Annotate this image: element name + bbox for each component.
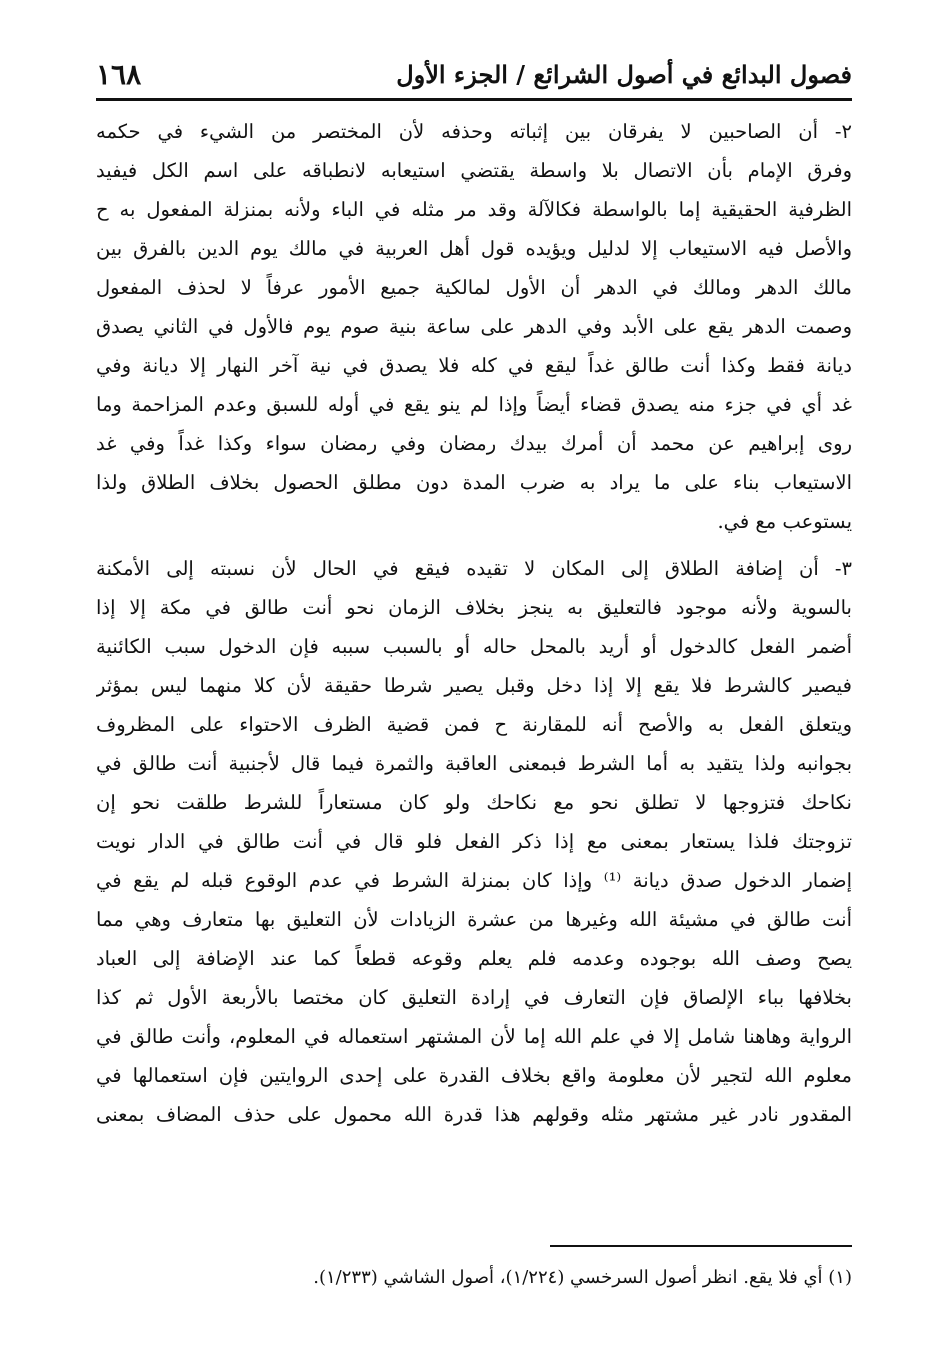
footnote: (١) أي فلا يقع. انظر أصول السرخسي (١/٢٢٤)، أصول الشاشي (١/٢٣٣). [313, 1267, 852, 1288]
text-line: تزوجتك فلذا يستعار بمعنى مع إذا ذكر الفعل فلو قال في أنت طالق في الدار نويت [96, 830, 852, 853]
paragraph-gap [96, 541, 852, 549]
text-line: يستوعب مع في. [717, 510, 852, 533]
text-line: ديانة فقط وكذا أنت طالق غداً ليقع في كله فلا يصدق في نية آخر النهار إلا ديانة وفي [96, 354, 852, 377]
text-line: الرواية وهاهنا شامل إلا في علم الله إما لأن المشتهر استعماله في المعلوم، وأنت طالق في [96, 1025, 852, 1048]
text-line: بجوانبه ولذا يتقيد به أما الشرط فبمعنى العاقبة والثمرة فيما قال لأجنبية أنت طالق في [96, 752, 852, 775]
text-line: والأصل فيه الاستيعاب إلا لدليل ويؤيده قول أهل العربية في مالك يوم الدين بالفرق بين [96, 237, 852, 260]
footnote-separator [550, 1245, 852, 1247]
paragraph-2 [96, 112, 852, 541]
text-line: الظرفية الحقيقية إما بالواسطة فكالآلة وقد مر مثله في الباء ولأنه بمنزلة المفعول به ح [96, 198, 852, 221]
page-number: ١٦٨ [96, 57, 142, 91]
text-line: يصح وصف الله بوجوده وعدمه فلم يعلم وقوعه قطعاً كما عند الإضافة إلى العباد [96, 947, 852, 970]
text-line: أنت طالق في مشيئة الله وغيرها من عشرة الزيادات لأن التعليق بها متعارف وهي مما [96, 908, 852, 931]
header-rule [96, 98, 852, 101]
page-header [96, 52, 852, 96]
text-line: بالسوية ولأنه موجود فالتعليق به ينجز بخلاف الزمان نحو أنت طالق في مكة إلا إذا [96, 596, 852, 619]
text-line: أضمر الفعل كالدخول أو أريد بالمحل حاله أو بالسبب سببه فإن الدخول سبب الكائنية [96, 635, 852, 658]
text-line: ٢- أن الصاحبين لا يفرقان بين إثباته وحذفه لأن المختصر من الشيء في حكمه [96, 120, 852, 143]
text-line: ٣- أن إضافة الطلاق إلى المكان لا تقيده فيقع في الحال لأن نسبته إلى الأمكنة [96, 557, 852, 580]
paragraph-3 [96, 549, 852, 1134]
text-line: وفرق الإمام بأن الاتصال بلا واسطة يقتضي استيعابه لانطباقه على اسم الكل فيفيد [96, 159, 852, 182]
text-line: إضمار الدخول صدق ديانة ⁽¹⁾ وإذا كان بمنزلة الشرط في عدم الوقوع قبله لم يقع في [96, 869, 852, 892]
text-line: وصمت الدهر يقع على الأبد وفي الدهر على ساعة بنية صوم يوم فالأول في الثاني يصدق [96, 315, 852, 338]
text-line: المقدور نادر غير مشتهر مثله وقولهم هذا قدرة الله محمول على حذف المضاف بمعنى [96, 1103, 852, 1126]
text-line: غد أي في جزء منه يصدق قضاء أيضاً وإذا لم ينو يقع في أوله للسبق وعدم المزاحمة وما [96, 393, 852, 416]
text-line: معلوم الله لتجير لأن معلومة واقع بخلاف القدرة على إحدى الروايتين فإن استعمالها في [96, 1064, 852, 1087]
text-line: روى إبراهيم عن محمد أن أمرك بيدك رمضان وفي رمضان سواء وكذا غداً وفي غد [96, 432, 852, 455]
text-line: ويتعلق الفعل به والأصح أنه للمقارنة ح فمن قضية الظرف الاحتواء على المظروف [96, 713, 852, 736]
text-line: فيصير كالشرط فلا يقع إلا إذا دخل وقبل يصير شرطا حقيقة لأن كلا منهما ليس بمؤثر [96, 674, 852, 697]
text-line: الاستيعاب بناء على ما يراد به ضرب المدة دون مطلق الحصول بخلاف الطلاق ولذا [96, 471, 852, 494]
text-line: نكاحك فتزوجها لا تطلق نحو مع نكاحك ولو كان مستعاراً للشرط طلقت نحو إن [96, 791, 852, 814]
text-line: مالك الدهر ومالك في الدهر أن الأول لمالكية جميع الأمور عرفاً لا لحذف المفعول [96, 276, 852, 299]
body-text [96, 112, 852, 1134]
text-line: بخلافها بباء الإلصاق فإن التعارف في إرادة التعليق كان مختصا بالأربعة الأول ثم كذا [96, 986, 852, 1009]
running-title: فصول البدائع في أصول الشرائع / الجزء الأول [396, 59, 852, 89]
